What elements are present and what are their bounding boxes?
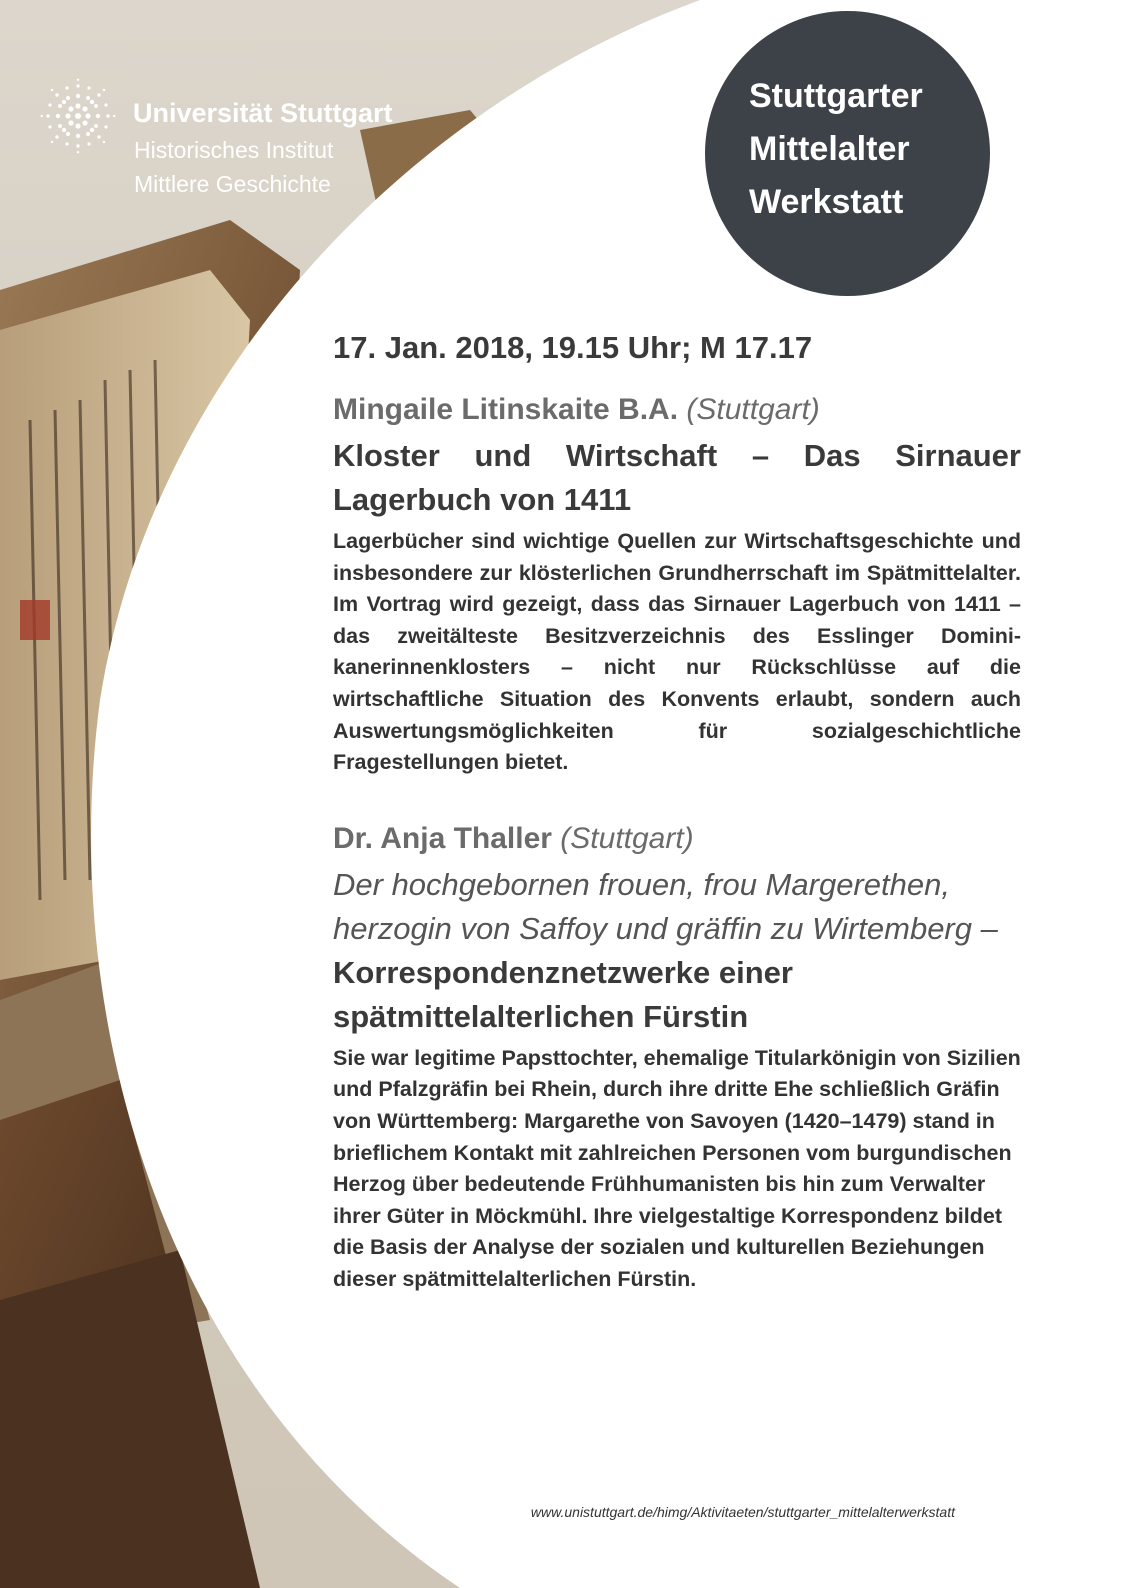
talk1-affiliation: (Stuttgart): [686, 393, 820, 426]
talk2-title-dash: –: [972, 910, 998, 946]
talk1-speaker: Mingaile Litinskaite B.A.: [333, 393, 679, 426]
badge-line: Stuttgarter: [749, 77, 923, 115]
talk2-speaker: Dr. Anja Thaller: [333, 821, 552, 855]
series-badge: [705, 11, 990, 296]
talk2-title-italic: Der hochgebornen frouen, frou Margerethen, herzogin von Saffoy und gräffin zu Wirtemberg: [333, 866, 972, 946]
talk1-speaker-line: [333, 390, 1021, 430]
event-content: [333, 330, 1021, 1296]
talk2-title: [333, 863, 1021, 1039]
talk2-title-bold: Korrespondenznetzwerke einer spätmittelalterlichen Fürstin: [333, 954, 793, 1034]
talk2-abstract: Sie war legitime Papsttochter, ehemalige Titularkönigin von Sizilien und Pfalzgräfin bei Rhein, durch ihre dritte Ehe schließlich Gräfin von Württemberg: Margarethe von Savoyen (1420–1479) stand in brieflichem Kontakt mit zahlreichen Personen vom burgundischen Herzog über bedeutende Frühhumanisten bis hin zum Verwalter ihrer Güter in Möckmühl. Ihre vielgestaltige Korrespondenz bildet die Basis der Analyse der sozialen und kulturellen Beziehungen dieser spätmittelalterlichen Fürstin.: [333, 1045, 1021, 1291]
badge-line: Werkstatt: [749, 183, 904, 221]
institute-name: Historisches Institut: [134, 137, 334, 163]
department-name: Mittlere Geschichte: [134, 171, 331, 197]
talk1-title: Kloster und Wirtschaft – Das Sirnauer Lagerbuch von 1411: [333, 438, 1021, 517]
university-name: Universität Stuttgart: [133, 98, 393, 128]
footer-url[interactable]: www.unistuttgart.de/himg/Aktivitaeten/stuttgarter_mittelalterwerkstatt: [530, 1504, 955, 1520]
badge-line: Mittelalter: [749, 130, 910, 168]
talk2-speaker-line: [333, 819, 1021, 859]
talk1-abstract: Lagerbücher sind wichtige Quellen zur Wirtschaftsgeschichte und insbesondere zur klösterlichen Grundherrschaft im Spätmittelalter. Im Vortrag wird gezeigt, dass das Sirnauer Lagerbuch von 1411 – das zweitälteste Besitzverzeichnis des Esslinger Dominikanerinnenklosters – nicht nur Rückschlüsse auf die wirtschaftliche Situation des Konvents erlaubt, sondern auch Auswertungsmöglichkeiten für sozialgeschichtliche Fragestellungen bietet.: [333, 529, 1021, 775]
event-datetime: 17. Jan. 2018, 19.15 Uhr; M 17.17: [333, 330, 813, 365]
university-logo: [40, 78, 116, 154]
talk2-affiliation: (Stuttgart): [560, 821, 694, 855]
